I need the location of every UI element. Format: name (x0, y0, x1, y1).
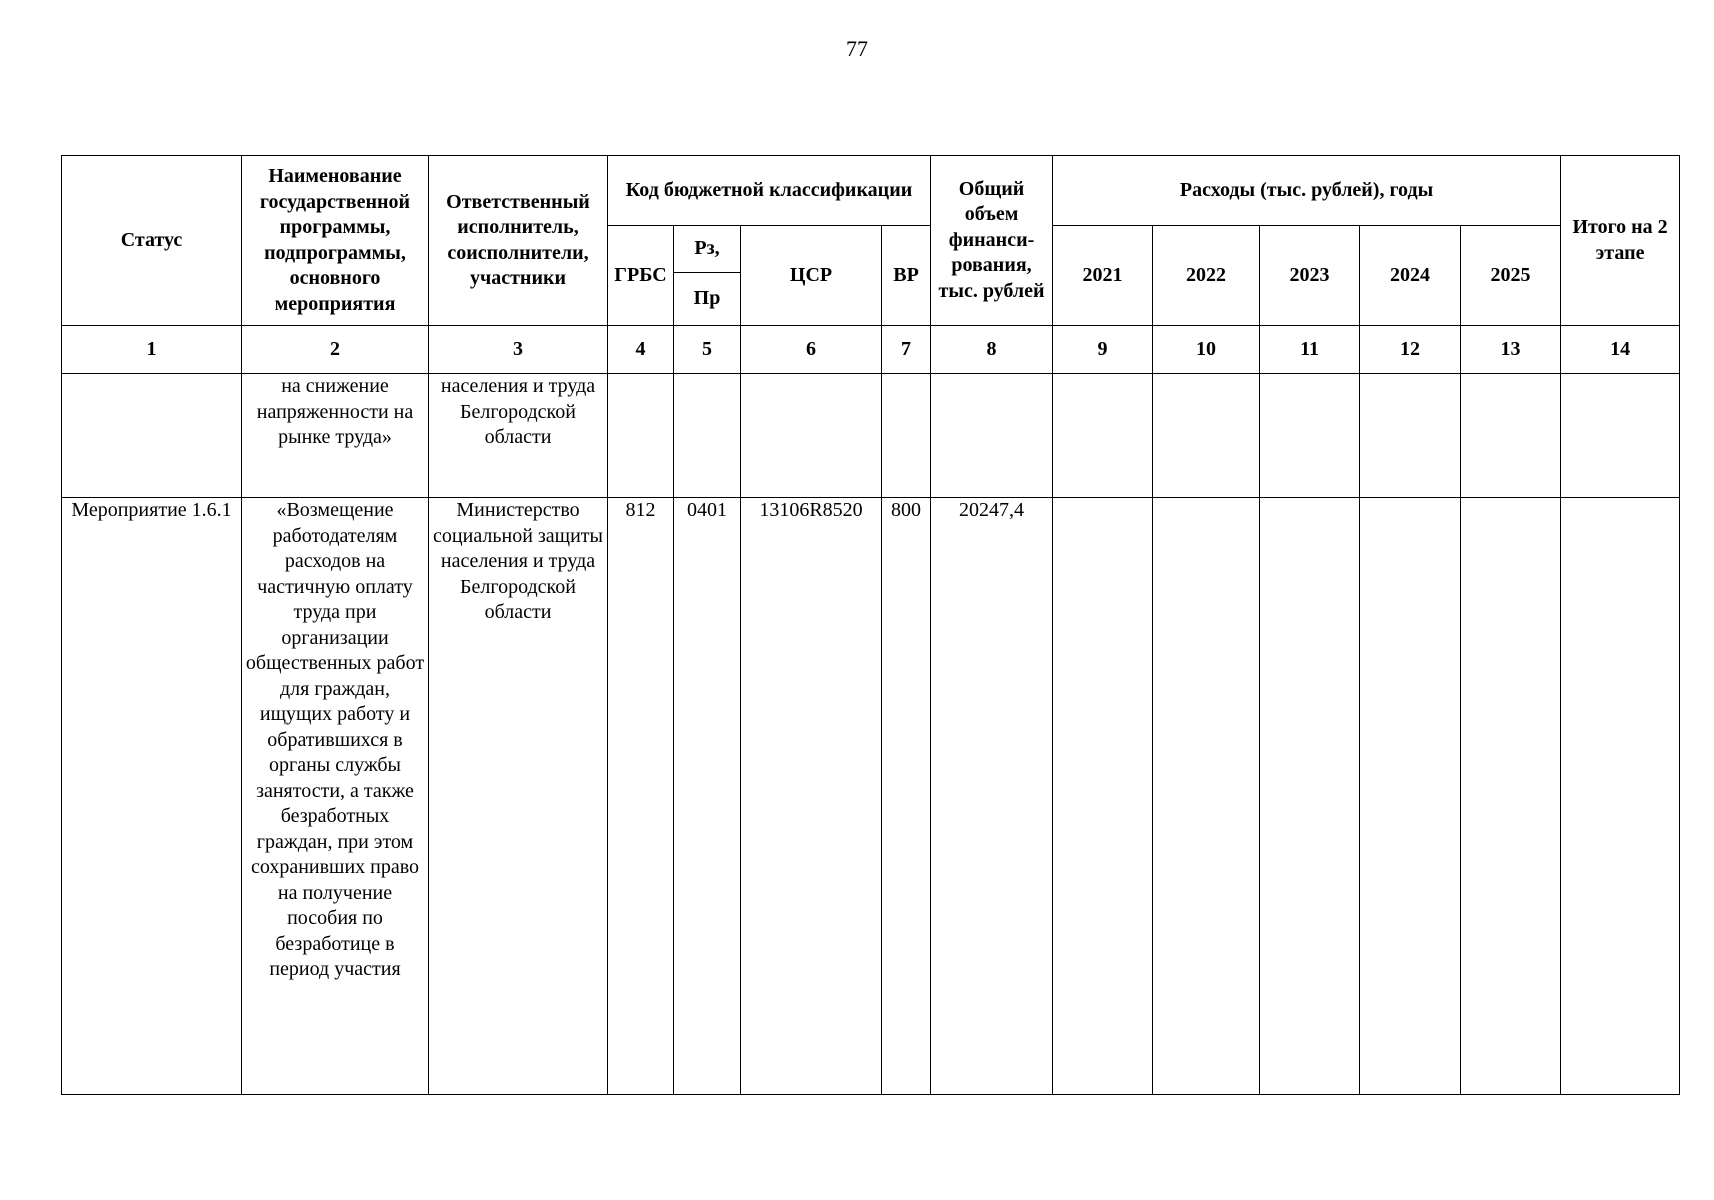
column-number: 8 (931, 326, 1053, 374)
header-stage-total: Итого на 2 этапе (1561, 156, 1680, 326)
cell-grbs (608, 374, 674, 498)
cell-total: 20247,4 (931, 498, 1053, 1095)
header-responsible: Ответственный исполнитель, соисполнители, участники (429, 156, 608, 326)
header-year-2025: 2025 (1461, 226, 1561, 326)
table-row (62, 498, 1680, 1095)
cell-2024 (1360, 498, 1461, 1095)
cell-rzpr: 0401 (674, 498, 741, 1095)
column-number: 7 (882, 326, 931, 374)
column-number: 13 (1461, 326, 1561, 374)
header-vr: ВР (882, 226, 931, 326)
cell-2025 (1461, 498, 1561, 1095)
cell-status (62, 374, 242, 498)
cell-vr (882, 374, 931, 498)
cell-csr (741, 374, 882, 498)
header-total-volume: Общий объем финанси-рования, тыс. рублей (931, 156, 1053, 326)
cell-2021 (1053, 374, 1153, 498)
header-name: Наименование государственной программы, подпрограммы, основного мероприятия (242, 156, 429, 326)
cell-rzpr (674, 374, 741, 498)
cell-vr: 800 (882, 498, 931, 1095)
header-year-2023: 2023 (1260, 226, 1360, 326)
column-number: 5 (674, 326, 741, 374)
column-number: 6 (741, 326, 882, 374)
cell-total (931, 374, 1053, 498)
header-row (62, 156, 1680, 226)
header-csr: ЦСР (741, 226, 882, 326)
header-pr: Пр (674, 273, 741, 326)
cell-csr: 13106R8520 (741, 498, 882, 1095)
cell-2025 (1461, 374, 1561, 498)
header-grbs: ГРБС (608, 226, 674, 326)
column-number: 9 (1053, 326, 1153, 374)
column-number: 2 (242, 326, 429, 374)
header-year-2021: 2021 (1053, 226, 1153, 326)
header-status: Статус (62, 156, 242, 326)
cell-2024 (1360, 374, 1461, 498)
cell-grbs: 812 (608, 498, 674, 1095)
cell-status: Мероприятие 1.6.1 (62, 498, 242, 1095)
cell-2022 (1153, 374, 1260, 498)
header-expenses: Расходы (тыс. рублей), годы (1053, 156, 1561, 226)
column-number: 3 (429, 326, 608, 374)
cell-2021 (1053, 498, 1153, 1095)
page-number: 77 (846, 36, 868, 61)
cell-2023 (1260, 498, 1360, 1095)
cell-2023 (1260, 374, 1360, 498)
cell-responsible: населения и труда Белгородской области (429, 374, 608, 498)
column-number: 11 (1260, 326, 1360, 374)
cell-stage-total (1561, 498, 1680, 1095)
column-number-row (62, 326, 1680, 374)
header-budget-code: Код бюджетной классификации (608, 156, 931, 226)
cell-name: на снижение напряженности на рынке труда» (242, 374, 429, 498)
header-year-2022: 2022 (1153, 226, 1260, 326)
column-number: 10 (1153, 326, 1260, 374)
column-number: 1 (62, 326, 242, 374)
cell-stage-total (1561, 374, 1680, 498)
table-row (62, 374, 1680, 498)
cell-responsible: Министерство социальной защиты населения и труда Белгородской области (429, 498, 608, 1095)
column-number: 4 (608, 326, 674, 374)
column-number: 12 (1360, 326, 1461, 374)
cell-2022 (1153, 498, 1260, 1095)
column-number: 14 (1561, 326, 1680, 374)
header-year-2024: 2024 (1360, 226, 1461, 326)
cell-name: «Возмещение работодателям расходов на частичную оплату труда при организации общественных работ для граждан, ищущих работу и обратившихся в органы службы занятости, а также безработных граждан, при этом сохранивших право на получение пособия по безработице в период участия (242, 498, 429, 1095)
budget-table (61, 155, 1680, 1095)
header-rz: Рз, (674, 226, 741, 273)
